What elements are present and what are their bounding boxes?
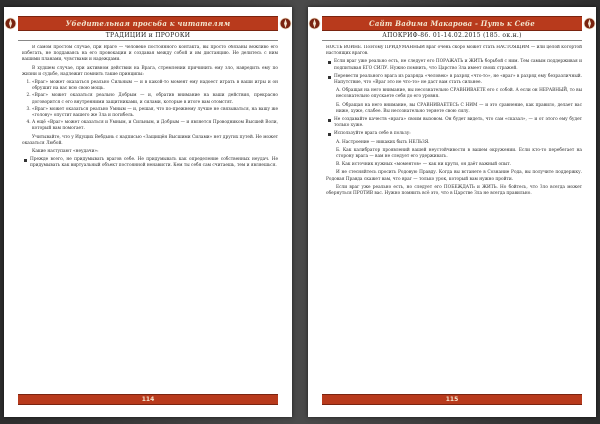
list-item: 1. «Враг» может оказаться реально Сильным — и в какой-то момент ему надоест играть в ваши игры и он обрушит на вас всю свою мощь. bbox=[32, 80, 278, 92]
sub-item: А. Настроение — никаких быть НЕЛЬЗЯ. bbox=[336, 139, 430, 145]
right-footer-banner bbox=[322, 394, 582, 405]
list-item: 3. «Враг» может оказаться реально Умным — и, решая, что по-прежнему лучше не связываться, на вашу же «голову» опустит вашего же Зла и погибель. bbox=[32, 107, 278, 119]
emblem-icon bbox=[308, 17, 321, 30]
emblem-icon bbox=[583, 17, 596, 30]
left-section-heading bbox=[18, 31, 278, 41]
left-header-banner bbox=[18, 16, 278, 31]
right-section-title: АПОКРИФ-86. 01-14.02.2015 (185. ок.н.) bbox=[382, 32, 522, 39]
paragraph: НОСТЬ ВОЙНЕ. Поэтому ПРИДУМАННЫЙ враг очень скоро может стать НАСТОЯЩИМ — или целой когортой настоящих врагов. bbox=[326, 45, 582, 57]
right-page bbox=[308, 7, 596, 417]
bullet-list bbox=[22, 157, 278, 169]
numbered-list bbox=[22, 80, 278, 133]
paragraph: Какие наступают «неудачи»: bbox=[32, 149, 99, 155]
sub-item: Б. Как калибратор проявлений вашей неустойчивости в вашем окружении. Если кто-то перебегает на сторону врага — вам не следует его удерживать. bbox=[336, 147, 582, 160]
list-item: Прежде всего, не придумывать врагов себе. Не придумывать как определение собственных неудач. Не придумывать как виртуальный объект постоянной ненависти. Кем ты себя сам считаешь, тем и являешься. bbox=[30, 157, 278, 169]
page-number: 115 bbox=[445, 396, 459, 403]
sub-item: Б. Обращая на него внимание, вы СРАВНИВАЕТЕСЬ С НИМ — и это сравнение, как правило, делает вас ниже, хуже, слабее. Вы несознательно теряете свою силу. bbox=[336, 102, 582, 114]
page-number: 114 bbox=[141, 396, 155, 403]
list-item: Если враг уже реально есть, не следует его ПОРАЖАТЬ и ЖИТЬ борьбой с ним. Тем самым поддерживая и подпитывая ЕГО СИЛУ. Нужно помнить, что Царство Зла имеет своих стражей. bbox=[334, 59, 582, 71]
paragraph: В самом простом случае, при Враге — человеке постоянного контакта, вы просто обязаны вежливо его избегать, не поддаваясь на его провокации и создавая между собой и им дистанцию. Не делитесь с ним вашими планами, чувствами и надеждами. bbox=[22, 45, 278, 63]
left-footer-banner bbox=[18, 394, 278, 405]
left-header-title: Убедительная просьба к читателям bbox=[65, 19, 231, 28]
sub-item: А. Обращая на него внимание, вы несознательно СРАВНИВАЕТЕ его с собой. А если он НЕРАВНЫЙ, то вы несознательно опускаете себя до его уровня. bbox=[336, 88, 582, 100]
list-item: Не создавайте качеств «врага» своим вызовом. Он будет видеть, что сам «сказал», — и от этого ему будет только хуже. bbox=[334, 117, 582, 129]
paragraph: Если враг уже реально есть, но следует его ПОБЕЖДАТЬ и ЖИТЬ. Но бойтесь, что Зло всегда может обернуться ПРОТИВ вас. Нужно помнить всё это, что в Царстве Зла не всегда правильно. bbox=[326, 184, 582, 197]
paragraph: Учитывайте, что у Идущих Вебдынь с надписью «Защищён Высшими Силами» нет других путей. Не может оказаться Любой. bbox=[22, 134, 278, 146]
right-page-content bbox=[326, 45, 582, 391]
emblem-icon bbox=[4, 17, 17, 30]
sub-item: В. Как источник нужных «моментов» — как ни крути, он даёт важный опыт. bbox=[336, 162, 512, 168]
right-section-heading bbox=[322, 31, 582, 41]
list-item: 4. А ещё «Враг» может оказаться и Умным, и Сильным, и Добрым — и является Проводником Высшей Воли, который вам помогает. bbox=[32, 120, 278, 132]
paragraph: И не стесняйтесь просить Родовую Правду. Когда вы встанете в Сознание Рода, вы получите поддержку. Родовая Правда скажет вам, что враг — только урок, который вам нужно пройти. bbox=[326, 170, 582, 182]
list-item: 2. «Враг» может оказаться реально Добрым — и, обратив внимание на ваши действия, прекрасно договорится с его внутренними защитниками, и силами, которые в итоге вам отомстят. bbox=[32, 93, 278, 105]
left-page-content bbox=[22, 45, 278, 391]
right-header-title: Сайт Вадима Макарова - Путь к Себе bbox=[369, 19, 535, 28]
left-section-title: ТРАДИЦИИ и ПРОРОКИ bbox=[105, 32, 191, 39]
left-page bbox=[4, 7, 292, 417]
list-item: Используйте врага себе в пользу: bbox=[334, 131, 582, 137]
paragraph: В худшем случае, при активном действии на Врага, стремлении причинить ему зло, навредить ему по жизни и судьбе, надлежит помнить такие принципы: bbox=[22, 65, 278, 77]
emblem-icon bbox=[279, 17, 292, 30]
bullet-list bbox=[326, 117, 582, 138]
list-item: Перевести реального врага из разряда «человек» в разряд «что-то», не «враг» в разряд ему безразличный. Напутствие, что «Враг это не что-то» не даст вам стать сильнее. bbox=[334, 73, 582, 86]
bullet-list bbox=[326, 59, 582, 86]
right-header-banner bbox=[322, 16, 582, 31]
